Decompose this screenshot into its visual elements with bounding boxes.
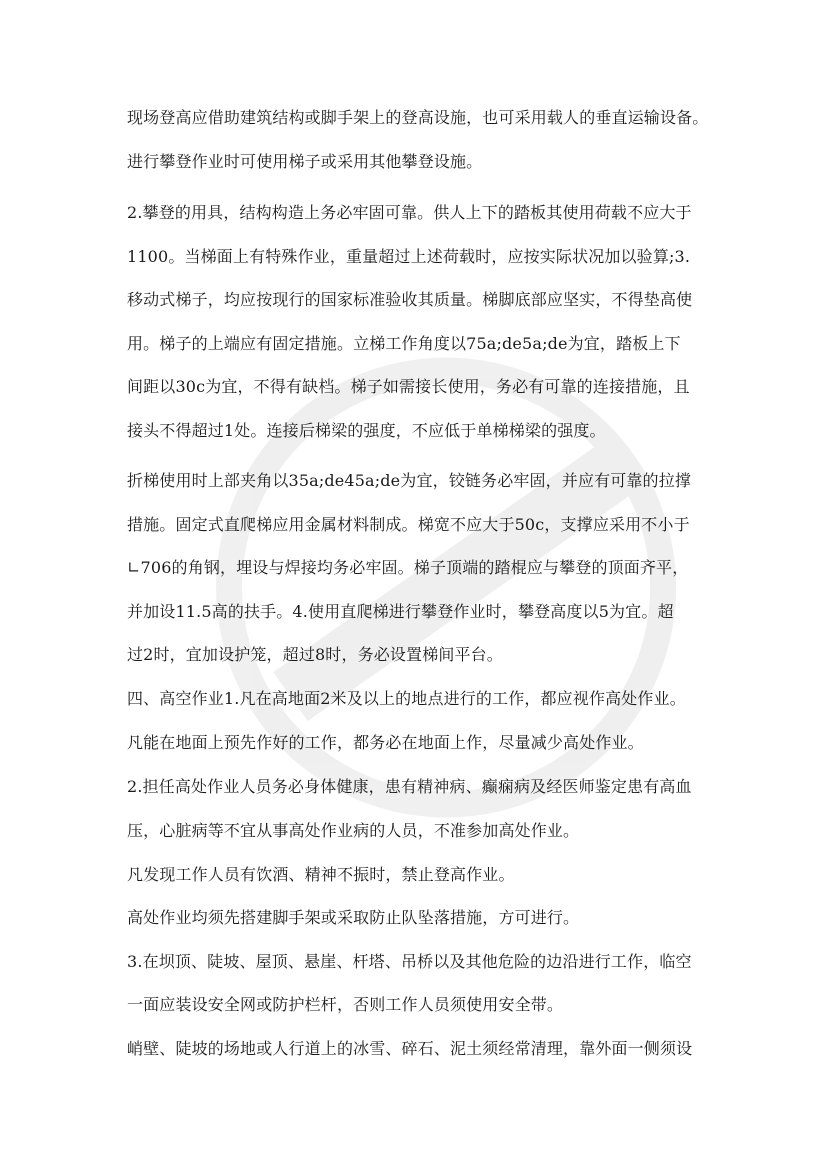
text-line: 一面应装设安全网或防护栏杆，否则工作人员须使用安全带。 bbox=[127, 995, 564, 1014]
text-line: 高处作业均须先搭建脚手架或采取防止队坠落措施，方可进行。 bbox=[127, 908, 580, 927]
text-line: 2.攀登的用具，结构构造上务必牢固可靠。供人上下的踏板其使用荷载不应大于 bbox=[127, 203, 692, 222]
text-line: 3.在坝顶、陡坡、屋顶、悬崖、杆塔、吊桥以及其他危险的边沿进行工作，临空 bbox=[127, 952, 692, 971]
text-line: 四、高空作业1.凡在高地面2米及以上的地点进行的工作，都应视作高处作业。 bbox=[127, 689, 686, 708]
text-line: 接头不得超过1处。连接后梯梁的强度，不应低于单梯梯梁的强度。 bbox=[127, 421, 606, 440]
text-line: 并加设11.5高的扶手。4.使用直爬梯进行攀登作业时，攀登高度以5为宜。超 bbox=[127, 602, 674, 621]
text-line: 折梯使用时上部夹角以35a;de45a;de为宜，铰链务必牢固，并应有可靠的拉撑 bbox=[127, 471, 692, 490]
text-line: 过2时，宜加设护笼，超过8时，务必设置梯间平台。 bbox=[127, 645, 503, 664]
text-line: 凡能在地面上预先作好的工作，都务必在地面上作，尽量减少高处作业。 bbox=[127, 733, 644, 752]
text-line: 1100。当梯面上有特殊作业，重量超过上述荷载时，应按实际状况加以验算;3. bbox=[127, 247, 691, 266]
text-line: 用。梯子的上端应有固定措施。立梯工作角度以75a;de5a;de为宜，踏板上下 bbox=[127, 334, 681, 353]
text-line: 压，心脏病等不宜从事高处作业病的人员，不准参加高处作业。 bbox=[127, 821, 580, 840]
text-line: 现场登高应借助建筑结构或脚手架上的登高设施，也可采用载人的垂直运输设备。 bbox=[127, 108, 709, 127]
text-line: 2.担任高处作业人员务必身体健康，患有精神病、癫痫病及经医师鉴定患有高血 bbox=[127, 777, 692, 796]
text-line: 峭壁、陡坡的场地或人行道上的冰雪、碎石、泥土须经常清理，靠外面一侧须设 bbox=[127, 1039, 693, 1058]
text-line: 移动式梯子，均应按现行的国家标准验收其质量。梯脚底部应坚实，不得垫高使 bbox=[127, 290, 693, 309]
text-line: 措施。固定式直爬梯应用金属材料制成。梯宽不应大于50c，支撑应采用不小于 bbox=[127, 515, 690, 534]
text-line: 进行攀登作业时可使用梯子或采用其他攀登设施。 bbox=[127, 152, 483, 171]
text-line: 凡发现工作人员有饮酒、精神不振时，禁止登高作业。 bbox=[127, 865, 515, 884]
text-line: ∟706的角钢，埋设与焊接均务必牢固。梯子顶端的踏棍应与攀登的顶面齐平， bbox=[127, 558, 689, 577]
text-line: 间距以30c为宜，不得有缺档。梯子如需接长使用，务必有可靠的连接措施，且 bbox=[127, 377, 690, 396]
